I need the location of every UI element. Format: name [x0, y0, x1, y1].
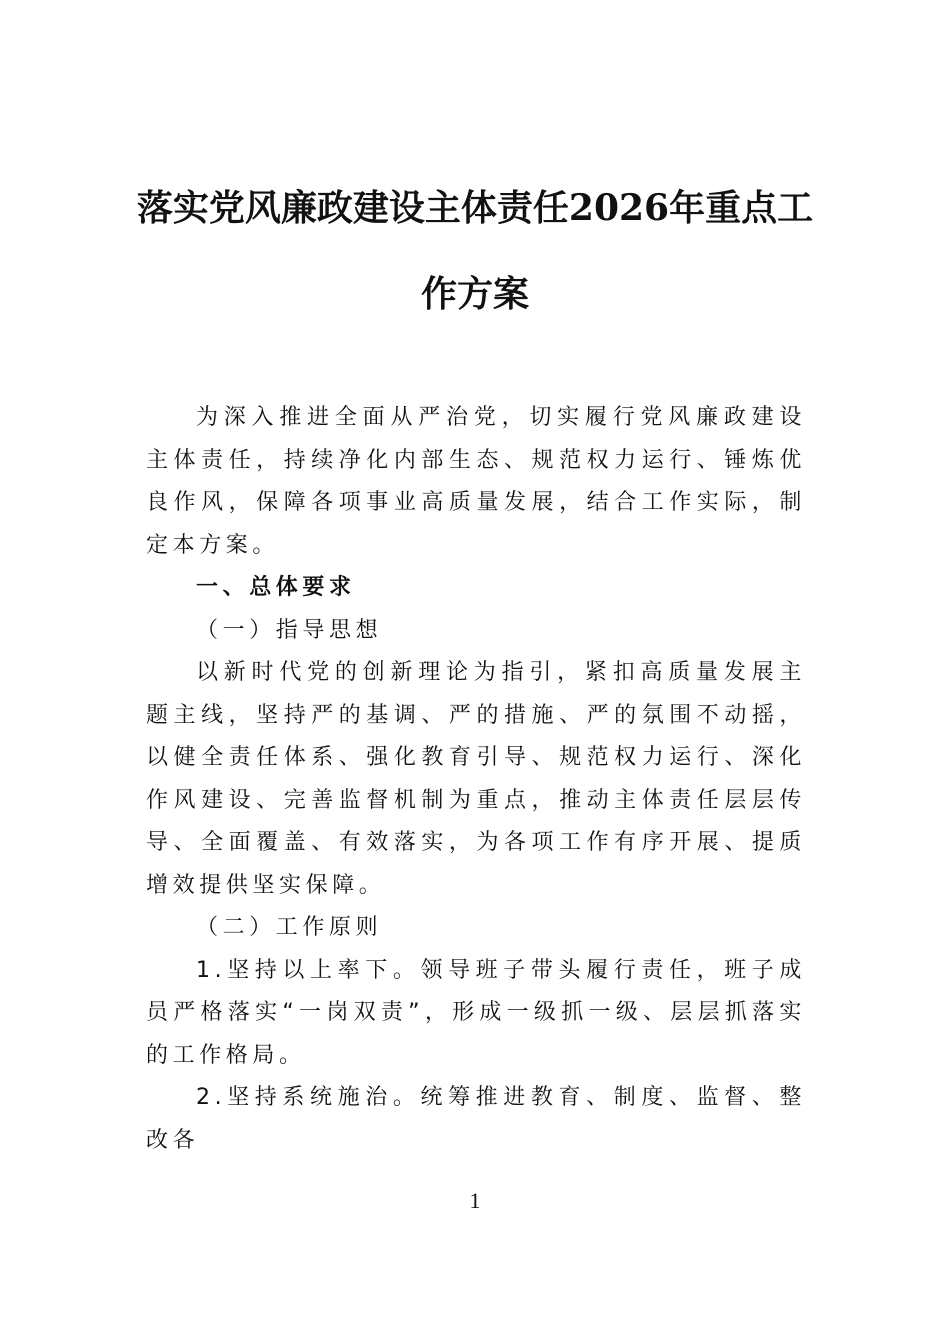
body-paragraph: 以新时代党的创新理论为指引，紧扣高质量发展主题主线，坚持严的基调、严的措施、严的氛围不动摇，以健全责任体系、强化教育引导、规范权力运行、深化作风建设、完善监督机制为重点，推动主体责任层层传导、全面覆盖、有效落实，为各项工作有序开展、提质增效提供坚实保障。 [146, 660, 806, 898]
page-number: 1 [469, 1188, 481, 1213]
document-title: 落实党风廉政建设主体责任2026年重点工作方案 [136, 187, 814, 315]
section-heading: 一、总体要求 [196, 575, 356, 600]
document-body [146, 397, 806, 1162]
subsection-heading: （一）指导思想 [196, 617, 383, 643]
body-paragraph: 1.坚持以上率下。领导班子带头履行责任，班子成员严格落实“一岗双责”，形成一级抓一级、层层抓落实的工作格局。 [146, 957, 806, 1068]
body-paragraph: 2.坚持系统施治。统筹推进教育、制度、监督、整改各 [146, 1085, 806, 1153]
subsection-heading: （二）工作原则 [196, 915, 383, 940]
intro-paragraph: 为深入推进全面从严治党，切实履行党风廉政建设主体责任，持续净化内部生态、规范权力运行、锤炼优良作风，保障各项事业高质量发展，结合工作实际，制定本方案。 [146, 405, 806, 558]
